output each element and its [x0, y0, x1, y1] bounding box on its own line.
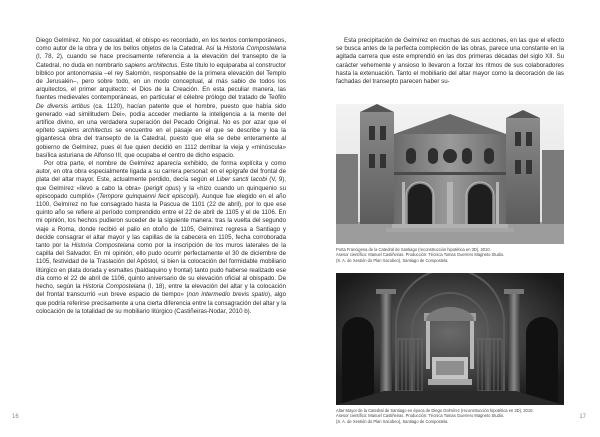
text-run: ). Aunque fue elegido en el año 1100, Gelmírez no fue consagrado hasta la Pascua de 1101 (22 de abril), por lo que ese quinto año se refiere al período comprendido entre el 22 de abril de 1105 y el de 1106. En mi opinión, los hechos pudieron suceder de la siguiente manera: tras la vuelta del segundo viaje a Roma, donde recibió el palio en otoño de 1105, Gelmírez regresa a Santiago y decide consagrar el altar mayor y las capillas de la cabecera en 1105, fecha corroborada tanto por la: [36, 192, 286, 250]
text-run: Por otra parte, el nombre de Gelmírez aparecía exhibido, de forma explícita y como autor, en otra obra especialmente ligada a su carrera personal: en el epígrafe del frontal de plata del altar mayor. Este, actualmente perdido, decía según el: [36, 160, 286, 184]
text-run: se encuentre en el pasaje en el que se describe y loa la gigantesca obra del transepto de la Catedral, puesto que ella se debe enteramente al gobierno de Gelmírez, pues él fue quien decidió en 1112 derribar la vieja y «minúscula» basílica asturiana de Alfonso III, que ocupaba el centro de dicho espacio.: [36, 127, 286, 159]
text-run: Diego Gelmírez. No por casualidad, el obispo es recordado, en los textos contemporáneos, como autor de la obra y de los bellos objetos de la Catedral. Así la: [36, 37, 286, 53]
figure-2-caption-line: Altar Mayor de la Catedral de Santiago en época de Diego Gelmírez (reconstrucción hipotética en 3D), 2010.: [336, 408, 534, 413]
porta-francigena-render-image: [336, 104, 564, 244]
figure-2-caption: [336, 408, 564, 424]
figure-altar-mayor: [336, 273, 564, 424]
italic-text-run: Liber sancti Iacobi: [216, 176, 268, 184]
figure-1-caption-line: Porta Francigena de la Catedral de Santiago (reconstrucción hipotética en 3D), 2010.: [336, 247, 491, 252]
figure-2-caption-line: Asesor científico: Manuel Castiñeiras. Producción: Técnica Tomas Guerrero Magneto Studio.: [336, 413, 505, 419]
text-run: como por la inscripción de los muros laterales de la capilla del Salvador. En mi opinión, ello pudo ocurrir perfectamente el 30 de diciembre de 1105, festividad de la Traslación del Apóstol, si bien la colocación del formidable mobiliario litúrgico en plata dorada y esmaltes (baldaquino y frontal) tanto pudo haberse realizado ese día como el 22 de abril de 1106, quinto aniversario de su elevación oficial al obispado. De hecho, según la: [36, 242, 286, 291]
italic-text-run: sapiens architectus: [124, 61, 178, 69]
text-run: (I, 78, 2), cuando se hace precisamente referencia a la elevación del transepto de la Catedral, no duda en nombrarlo: [36, 53, 286, 69]
figure-1-caption-line: Asesor científico: Manuel Castiñeiras. Producción: Técnica Tomas Guerrero Magneto Studio.: [336, 252, 505, 258]
figure-1-caption-line: (S. A. de Xestión do Plan Xacobeo), Santiago de Compostela.: [336, 257, 449, 263]
text-run: ), algo que podría referirse precisamente a una cierta diferencia entre la consagración del altar y la colocación de la totalidad de su mobiliario litúrgico (Castiñeiras-Nodar, 2010 b).: [36, 291, 286, 315]
text-run: (I, 18), entre la elevación del altar y la colocación del frontal transcurrió «un breve espacio de tiempo» (: [36, 283, 286, 299]
left-paragraph-1: [36, 37, 286, 160]
text-run: (V, 9), que Gelmírez «llevó a cabo la obra» (: [36, 176, 286, 192]
italic-text-run: perigit opus: [145, 184, 179, 192]
italic-text-run: sapiens architectus: [58, 127, 113, 135]
italic-text-run: Historia Compostelana: [82, 283, 146, 291]
right-paragraph-1: Esta precipitación de Gelmírez en muchas de sus acciones, en las que el efecto se busca antes de la perfecta compleción de las obras, parece una constante en la agitada carrera que este emprendió en las dos primeras décadas del siglo XII. Su carácter vehemente y ansioso lo llevaron a forzar los ritmos de sus colaboradores hasta la extenuación. Tanto el mobiliario del altar mayor como la decoración de las fachadas del transepto parecen haber su-: [336, 37, 564, 86]
figure-1-caption: [336, 247, 564, 263]
italic-text-run: De diversis artibus: [36, 102, 90, 110]
italic-text-run: non intermedio brevis spatio: [188, 291, 269, 299]
right-page-number: 17: [579, 414, 586, 420]
italic-text-run: Historia Compostelana: [71, 242, 135, 250]
figure-porta-francigena: [336, 104, 564, 263]
altar-mayor-render-image: [336, 273, 564, 405]
left-page-text-column: [36, 37, 286, 415]
text-run: (ca. 1120), hacían patente que el hombre, puesto que había sido generado «ad similitudem Dei», podía acceder mediante la inteligencia a la mente del artífice divino, en una verdadera superación del Pecado Original. No es por azar que el epíteto: [36, 102, 286, 135]
text-run: ) y la «hizo cuando un quinquenio su episcopado cumplió» (: [36, 184, 286, 200]
italic-text-run: Tempore quinquenni fecit episcopii: [99, 192, 196, 200]
right-page-text-column: [336, 37, 564, 86]
left-paragraph-2: [36, 160, 286, 316]
text-run: . Este título lo equiparaba al constructor bíblico por antonomasia –el rey Salomón, responsable de la primera elevación del Templo de Jerusalén–, pero sobre todo, en un modo conceptual, al más sabio de todos los arquitectos, el primer arquitecto: el Dios de la Creación. En esta peculiar manera, las fuentes medievales contemporáneas, en particular el célebre prólogo del tratado de Teófilo: [36, 61, 286, 102]
italic-text-run: Historia Compostelana: [223, 45, 286, 53]
figure-2-caption-line: (S. A. de Xestión do Plan Xacobeo), Santiago de Compostela.: [336, 418, 449, 424]
left-page-number: 16: [12, 414, 19, 420]
